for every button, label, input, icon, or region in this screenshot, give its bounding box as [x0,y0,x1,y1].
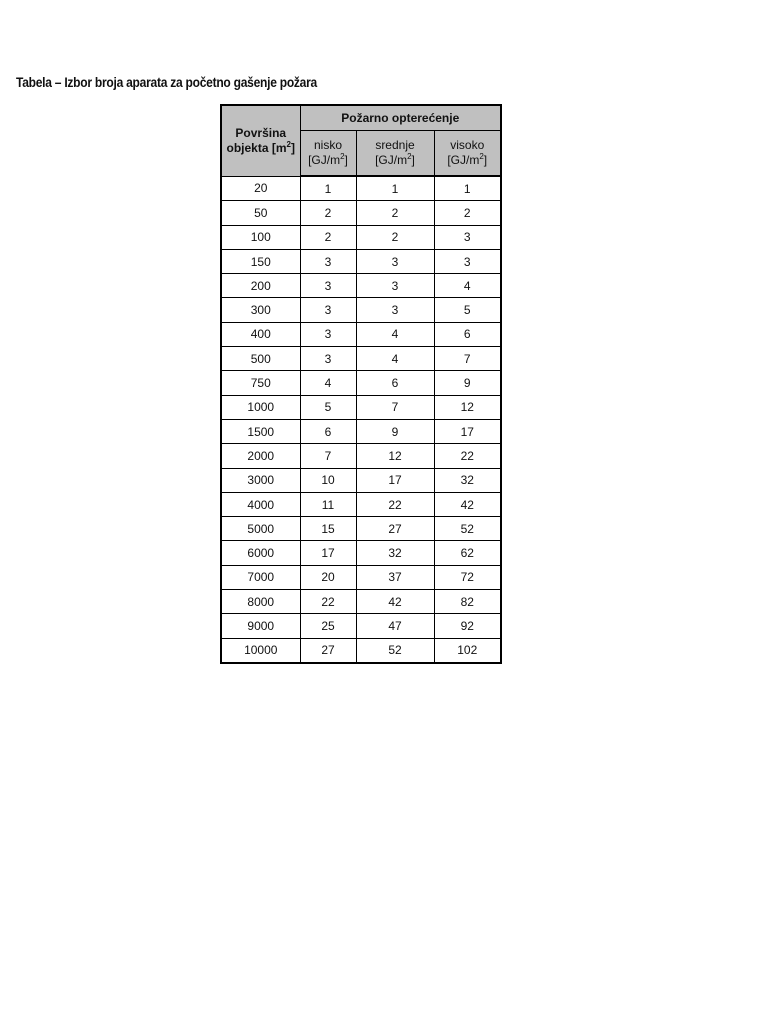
column-name-visoko: visoko [450,138,485,152]
srednje-cell: 7 [356,395,434,419]
column-name-srednje: srednje [375,138,415,152]
area-cell: 7000 [221,565,300,589]
table-row [221,590,501,614]
table-row [221,492,501,516]
extinguisher-table [220,104,502,664]
area-cell: 100 [221,225,300,249]
table-row [221,565,501,589]
nisko-cell: 15 [300,517,356,541]
area-label-line2: objekta [m [226,140,287,155]
srednje-cell: 2 [356,225,434,249]
area-column-header [221,105,300,176]
area-label-line1: Površina [235,125,287,140]
nisko-cell: 4 [300,371,356,395]
table-body [221,176,501,663]
srednje-cell: 52 [356,638,434,663]
table-row [221,419,501,443]
table-row [221,444,501,468]
area-cell: 8000 [221,590,300,614]
column-unit-nisko: $[GJ/m^2]$ [308,152,348,167]
area-cell: 500 [221,347,300,371]
nisko-cell: 27 [300,638,356,663]
visoko-cell: 42 [434,492,501,516]
table-row [221,298,501,322]
table-row [221,249,501,273]
srednje-cell: 3 [356,274,434,298]
srednje-cell: 27 [356,517,434,541]
visoko-cell: 3 [434,249,501,273]
table-row [221,274,501,298]
column-name-nisko: nisko [313,138,342,152]
visoko-cell: 52 [434,517,501,541]
nisko-cell: 3 [300,274,356,298]
srednje-cell: 37 [356,565,434,589]
visoko-cell: 9 [434,371,501,395]
visoko-cell: 62 [434,541,501,565]
table-row [221,468,501,492]
visoko-cell: 22 [434,444,501,468]
table-row [221,395,501,419]
area-cell: 200 [221,274,300,298]
visoko-cell: 92 [434,614,501,638]
nisko-cell: 1 [300,176,356,201]
nisko-cell: 2 [300,225,356,249]
visoko-cell: 82 [434,590,501,614]
area-cell: 5000 [221,517,300,541]
area-cell: 2000 [221,444,300,468]
area-cell: 150 [221,249,300,273]
table-row [221,371,501,395]
column-unit-srednje: $[GJ/m^2]$ [375,152,415,167]
srednje-cell: 9 [356,419,434,443]
nisko-cell: 10 [300,468,356,492]
area-cell: 4000 [221,492,300,516]
srednje-cell: 12 [356,444,434,468]
visoko-cell: 72 [434,565,501,589]
nisko-cell: 3 [300,322,356,346]
visoko-cell: 5 [434,298,501,322]
srednje-cell: 42 [356,590,434,614]
table-header [221,105,501,176]
srednje-cell: 4 [356,322,434,346]
srednje-cell: 1 [356,176,434,201]
area-cell: 3000 [221,468,300,492]
table-row [221,176,501,201]
area-cell: 300 [221,298,300,322]
visoko-cell: 6 [434,322,501,346]
page-title: Tabela – Izbor broja aparata za početno gašenje požara [16,74,317,90]
table-row [221,225,501,249]
area-cell: 20 [221,176,300,201]
nisko-cell: 6 [300,419,356,443]
nisko-cell: 3 [300,347,356,371]
area-cell: 10000 [221,638,300,663]
visoko-cell: 2 [434,201,501,225]
visoko-cell: 32 [434,468,501,492]
area-label-sup: 2 [286,139,291,149]
table-row [221,638,501,663]
nisko-cell: 7 [300,444,356,468]
nisko-cell: 20 [300,565,356,589]
nisko-cell: 5 [300,395,356,419]
visoko-cell: 1 [434,176,501,201]
fire-load-group-header: Požarno opterećenje [300,105,501,131]
area-label-end: ] [290,140,295,155]
area-cell: 750 [221,371,300,395]
table-row [221,541,501,565]
table-row [221,201,501,225]
srednje-cell: 47 [356,614,434,638]
srednje-cell: 4 [356,347,434,371]
table-row [221,614,501,638]
table-row [221,517,501,541]
area-cell: 9000 [221,614,300,638]
table-row [221,322,501,346]
srednje-cell: 3 [356,249,434,273]
nisko-cell: 11 [300,492,356,516]
srednje-cell: 22 [356,492,434,516]
area-cell: 6000 [221,541,300,565]
area-cell: 50 [221,201,300,225]
column-header-visoko [434,131,501,177]
nisko-cell: 3 [300,298,356,322]
srednje-cell: 32 [356,541,434,565]
area-cell: 400 [221,322,300,346]
visoko-cell: 3 [434,225,501,249]
nisko-cell: 22 [300,590,356,614]
nisko-cell: 3 [300,249,356,273]
table-row [221,347,501,371]
visoko-cell: 17 [434,419,501,443]
area-cell: 1500 [221,419,300,443]
area-cell: 1000 [221,395,300,419]
column-unit-visoko: $[GJ/m^2]$ [447,152,488,167]
nisko-cell: 17 [300,541,356,565]
nisko-cell: 25 [300,614,356,638]
column-header-srednje [356,131,434,177]
srednje-cell: 17 [356,468,434,492]
visoko-cell: 102 [434,638,501,663]
visoko-cell: 4 [434,274,501,298]
srednje-cell: 6 [356,371,434,395]
nisko-cell: 2 [300,201,356,225]
srednje-cell: 2 [356,201,434,225]
column-header-nisko [300,131,356,177]
srednje-cell: 3 [356,298,434,322]
visoko-cell: 7 [434,347,501,371]
visoko-cell: 12 [434,395,501,419]
